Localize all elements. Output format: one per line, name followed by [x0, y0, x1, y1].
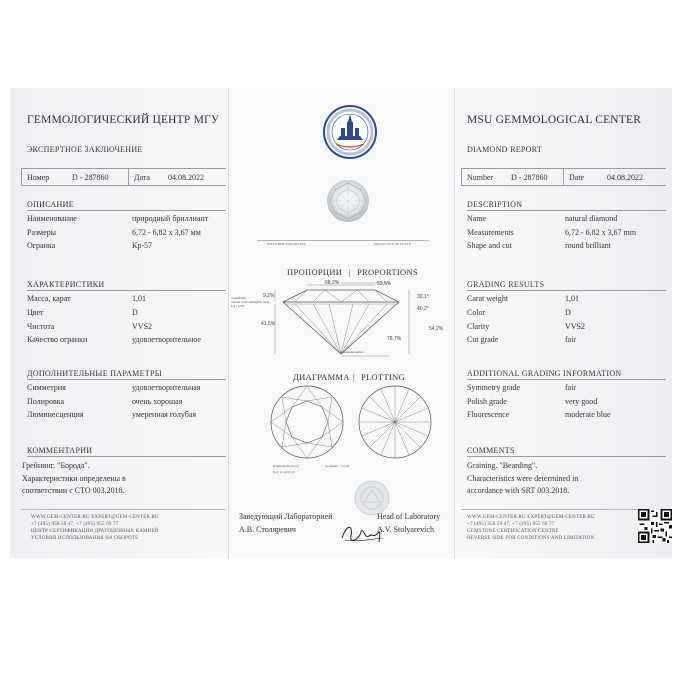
- english-panel: [455, 88, 672, 558]
- left-grading-label: Чистота: [27, 322, 55, 331]
- left-grading-label: Качество огранки: [27, 335, 88, 344]
- left-grading-heading: ХАРАКТЕРИСТИКИ: [27, 280, 105, 289]
- right-grading-label: Carat weight: [467, 294, 509, 303]
- right-grading-heading: GRADING RESULTS: [467, 280, 545, 289]
- girdle-note-1: тонкий/thin: [231, 296, 246, 300]
- legend-grain: грейнинг / Grain: [325, 464, 350, 468]
- left-comment-line: Грейнинг. "Борода".: [22, 461, 90, 470]
- left-footer-line: ЦЕНТР СЕРТИФИКАЦИИ ДРАГОЦЕННЫХ КАМНЕЙ: [31, 529, 159, 534]
- name-en: A.V. Stolyarevich: [377, 525, 434, 534]
- right-grading-value: VVS2: [565, 322, 586, 331]
- right-description-label: Measurements: [467, 228, 514, 237]
- left-comment-line: соответствии с СТО 003.2018.: [22, 486, 125, 495]
- left-subtitle: ЭКСПЕРТНОЕ ЗАКЛЮЧЕНИЕ: [27, 145, 143, 154]
- left-description-label: Размеры: [27, 228, 57, 237]
- lower-half-label: 78,7%: [387, 336, 402, 342]
- right-comment-line: accordance with SRT 003.2018.: [467, 486, 570, 495]
- left-comments-heading: КОММЕНТАРИИ: [27, 446, 93, 455]
- right-grading-label: Clarity: [467, 322, 490, 331]
- left-grading-label: Цвет: [27, 308, 44, 317]
- culet-note: средняя/medium: [341, 350, 364, 354]
- right-grading-value: D: [565, 308, 571, 317]
- right-grading-value: fair: [565, 335, 577, 344]
- left-additional-heading: ДОПОЛНИТЕЛЬНЫЕ ПАРАМЕТРЫ: [27, 369, 162, 378]
- crown-angle-label: 30,1°: [417, 294, 429, 300]
- plotting-title-en: PLOTTING: [361, 372, 405, 382]
- proportions-title-ru: ПРОПОРЦИИ: [287, 267, 343, 277]
- left-footer-line: +7 (495) 958 59 47, +7 (495) 955 69 77: [31, 522, 119, 527]
- russian-panel: [10, 88, 228, 558]
- left-description-value: Кр-57: [132, 241, 152, 250]
- right-additional-value: moderate blue: [565, 410, 611, 419]
- left-additional-value: удовлетворительная: [132, 383, 201, 392]
- plotting-title-ru: ДИАГРАММА: [293, 372, 350, 382]
- msu-logo-icon: [322, 104, 378, 160]
- right-additional-value: very good: [565, 397, 598, 406]
- right-additional-label: Symmetry grade: [467, 383, 521, 392]
- crown-height-label: 9,2%: [263, 293, 275, 299]
- right-footer-line: REVERSE SIDE FOR CONDITIONS AND LIMITATION: [467, 536, 595, 541]
- left-grading-label: Масса, карат: [27, 294, 71, 303]
- right-additional-heading: ADDITIONAL GRADING INFORMATION: [467, 369, 622, 378]
- right-date-value: 04.08.2022: [607, 173, 643, 182]
- right-grading-value: 1,01: [565, 294, 579, 303]
- left-description-value: природный бриллиант: [132, 214, 209, 223]
- right-additional-value: fair: [565, 383, 577, 392]
- right-footer-line: +7 (495) 958 59 47, +7 (495) 955 69 77: [467, 522, 555, 527]
- table-label: 68,2%: [325, 280, 340, 286]
- left-grading-value: VVS2: [132, 322, 153, 331]
- legend-key: Key to symbols: [273, 470, 295, 474]
- plotting-title-divider: |: [353, 372, 356, 382]
- signature-icon: [339, 520, 385, 546]
- left-description-label: Огранка: [27, 241, 56, 250]
- left-additional-value: умеренная голубая: [132, 410, 197, 419]
- qr-code-icon: [638, 509, 672, 543]
- right-description-label: Shape and cut: [467, 241, 512, 250]
- pavilion-plot-diagram: [357, 384, 433, 460]
- left-grading-value: D: [132, 308, 138, 317]
- left-description-heading: ОПИСАНИЕ: [27, 200, 74, 209]
- hologram-icon: [354, 480, 390, 516]
- left-footer-line: WWW.GEM-CENTER.RU EXPERT@GEM-CENTER.RU: [31, 515, 159, 520]
- left-grading-value: удовлетворительное: [132, 335, 201, 344]
- pavilion-depth-label: 41,5%: [261, 321, 276, 327]
- left-number-label: Номер: [27, 173, 50, 182]
- left-date-label: Дата: [134, 173, 150, 182]
- left-additional-label: Полировка: [27, 397, 65, 406]
- right-description-value: natural diamond: [565, 214, 618, 223]
- star-label: 53,5%: [377, 281, 392, 287]
- left-title: ГЕММОЛОГИЧЕСКИЙ ЦЕНТР МГУ: [27, 114, 220, 126]
- left-date-value: 04.08.2022: [168, 173, 204, 182]
- left-description-label: Наименование: [27, 214, 77, 223]
- name-ru: А.В. Столяревич: [239, 525, 296, 534]
- crown-plot-diagram: [269, 384, 345, 460]
- right-title: MSU GEMMOLOGICAL CENTER: [467, 114, 642, 126]
- left-number-value: D - 287860: [72, 173, 109, 182]
- right-additional-label: Fluorescence: [467, 410, 510, 419]
- right-comment-line: Graining. "Bearding".: [467, 461, 538, 470]
- proportions-title-en: PROPORTIONS: [357, 267, 418, 277]
- legend-reflections: Блики/Reflections: [273, 464, 300, 468]
- total-depth-label: 54,2%: [429, 326, 444, 332]
- left-footer-line: УСЛОВИЯ ИСПОЛЬЗОВАНИЯ НА ОБОРОТЕ: [31, 536, 139, 541]
- right-description-value: round brilliant: [565, 241, 611, 250]
- right-number-value: D - 287860: [511, 173, 548, 182]
- photo-caption-ru: ФОТО ВНЕ МАСШТАБА: [267, 242, 307, 246]
- proportions-diagram: [229, 280, 456, 360]
- right-grading-label: Color: [467, 308, 486, 317]
- right-date-label: Date: [569, 173, 585, 182]
- left-grading-value: 1,01: [132, 294, 146, 303]
- proportions-title-divider: |: [349, 267, 352, 277]
- girdle-note-2: слегка толстый/slightly thick: [231, 300, 270, 304]
- left-additional-value: очень хорошая: [132, 397, 183, 406]
- diamond-photo-icon: [325, 178, 371, 224]
- right-comment-line: Characteristics were determined in: [467, 474, 579, 483]
- right-footer-line: WWW.GEM-CENTER.RU EXPERT@GEM-CENTER.RU: [467, 515, 595, 520]
- right-additional-label: Polish grade: [467, 397, 507, 406]
- right-description-value: 6,72 - 6,82 x 3,67 mm: [565, 228, 637, 237]
- left-comment-line: Характеристики определены в: [22, 474, 126, 483]
- right-description-label: Name: [467, 214, 487, 223]
- photo-caption-en: PHOTO OUT OF SCALE: [374, 242, 411, 246]
- head-en: Head of Laboratory: [377, 512, 441, 521]
- middle-panel: [228, 88, 455, 558]
- right-subtitle: DIAMOND REPORT: [467, 145, 543, 154]
- right-description-heading: DESCRIPTION: [467, 200, 523, 209]
- left-additional-label: Симметрия: [27, 383, 66, 392]
- left-additional-label: Люминесценция: [27, 410, 84, 419]
- right-footer-line: GEMSTONE CERTIFICATION CENTRE: [467, 529, 559, 534]
- head-ru: Заведующий Лабораторией: [239, 512, 333, 521]
- right-number-label: Number: [467, 173, 494, 182]
- right-grading-label: Cut grade: [467, 335, 499, 344]
- left-description-value: 6,72 - 6,82 x 3,67 мм: [132, 228, 201, 237]
- right-comments-heading: COMMENTS: [467, 446, 515, 455]
- certificate-sheet: [10, 88, 672, 558]
- pavilion-angle-label: 40,2°: [417, 306, 429, 312]
- girdle-note-3: 1,4 - 2,5%: [231, 304, 245, 308]
